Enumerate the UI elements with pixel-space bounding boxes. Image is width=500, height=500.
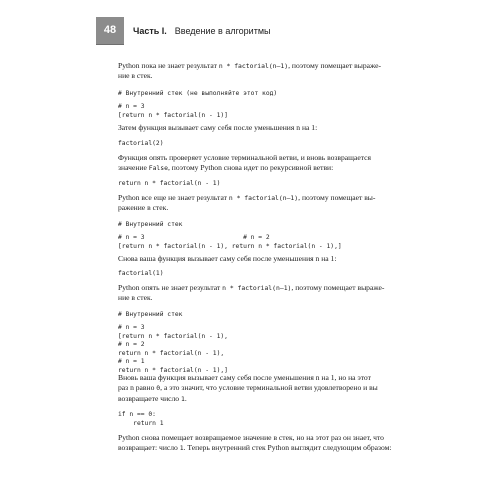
- inline-code: 1: [179, 444, 184, 453]
- paragraph-1: Python пока не знает результат n * factorial(n–1), поэтому помещает выраже- ние в стек.: [118, 61, 382, 81]
- code-comment-stack-3: # Внутренний стек: [118, 311, 183, 318]
- code-stack-2: # n = 3 # n = 2 [return n * factorial(n - 1), return n * factorial(n - 1),]: [118, 234, 342, 250]
- paragraph-4: Python все еще не знает результат n * factorial(n–1), поэтому помещает вы- ражение в стек.: [118, 193, 376, 213]
- running-header: [0, 0, 500, 48]
- inline-code: 0: [156, 384, 161, 393]
- paragraph-7: Вновь ваша функция вызывает саму себя после уменьшения n на 1, но на этот раз n равно 0, а это значит, что условие терминальной ветви удовлетворено и вы возвращаете число 1.: [118, 373, 378, 403]
- page-number: 48: [96, 17, 124, 45]
- code-call-2: factorial(2): [118, 140, 164, 147]
- running-title: [133, 26, 270, 36]
- code-comment-stack-2: # Внутренний стек: [118, 221, 183, 228]
- code-comment-stack: # Внутренний стек (не выполняйте этот код): [118, 90, 278, 97]
- paragraph-5: Снова ваша функция вызывает саму себя после уменьшения n на 1:: [118, 254, 337, 263]
- code-stack-3: # n = 3 [return n * factorial(n - 1), # n = 2 return n * factorial(n - 1), # n = 1 return n * factorial(n - 1),]: [118, 324, 228, 374]
- inline-code: n * factorial(n–1): [228, 194, 299, 202]
- paragraph-2: Затем функция вызывает саму себя после уменьшения n на 1:: [118, 123, 318, 132]
- inline-code: 1: [181, 394, 185, 403]
- paragraph-8: Python снова помещает возвращаемое значение в стек, но на этот раз он знает, что возвращает: число 1. Теперь внутренний стек Python выглядит следующим образом:: [118, 433, 392, 453]
- paragraph-6: Python опять не знает результат n * factorial(n–1), поэтому помещает выраже- ние в стек.: [118, 283, 385, 303]
- inline-code: n * factorial(n–1): [222, 284, 292, 292]
- paragraph-3: Функция опять проверяет условие терминальной ветви, и вновь возвращается значение False, поэтому Python снова идет по рекурсивной ветви:: [118, 153, 372, 173]
- part-label: Часть I.: [133, 26, 167, 36]
- inline-code: n * factorial(n–1): [218, 62, 289, 70]
- inline-code: False: [148, 164, 168, 173]
- code-base-case: if n == 0: return 1: [118, 411, 164, 427]
- code-call-1: factorial(1): [118, 270, 164, 277]
- chapter-title: Введение в алгоритмы: [174, 26, 271, 36]
- code-stack-1: # n = 3 [return n * factorial(n - 1)]: [118, 103, 228, 119]
- code-return: return n * factorial(n - 1): [118, 180, 221, 187]
